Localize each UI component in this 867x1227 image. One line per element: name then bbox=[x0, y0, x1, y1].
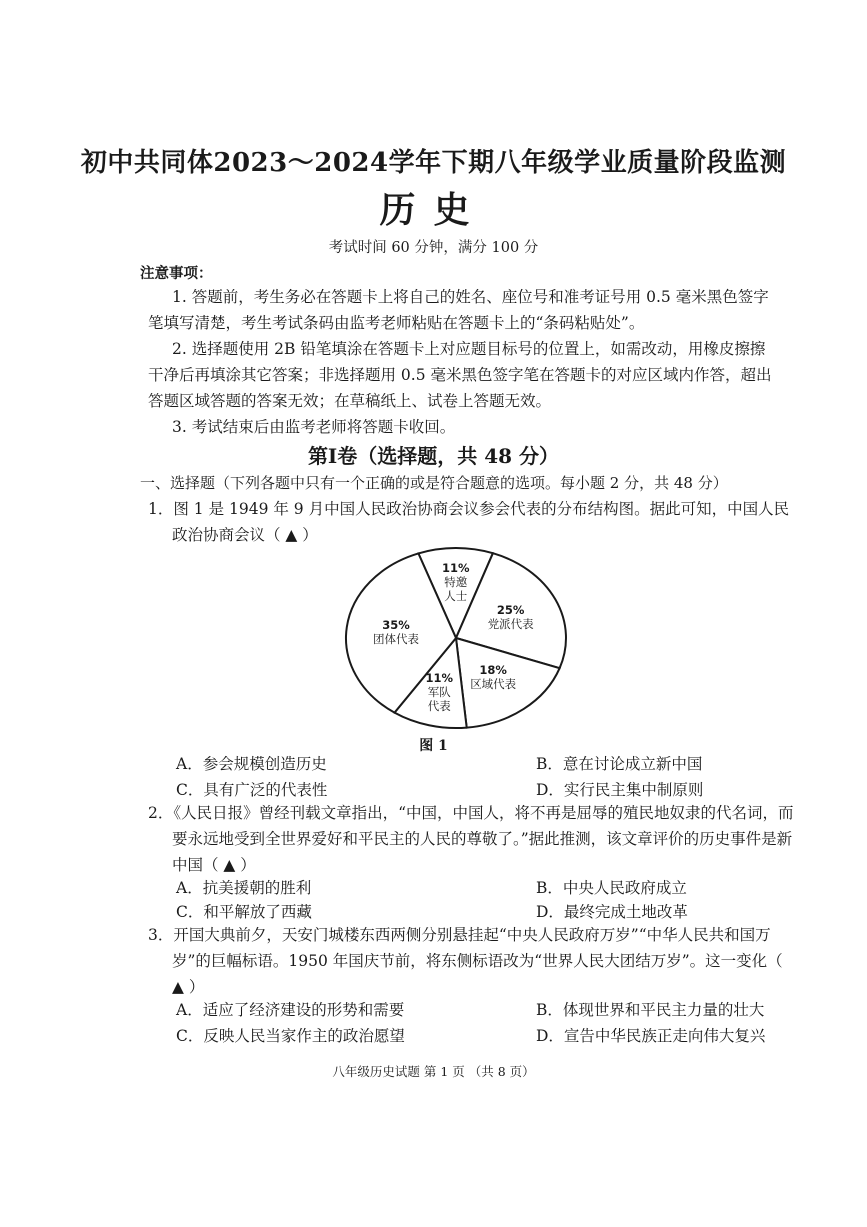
question-2-option-b[interactable]: B．中央人民政府成立 bbox=[536, 879, 687, 897]
question-2-option-c[interactable]: C．和平解放了西藏 bbox=[176, 903, 312, 921]
pie-slice-label: 军队 bbox=[427, 685, 451, 700]
question-1-option-c[interactable]: C．具有广泛的代表性 bbox=[176, 781, 328, 799]
question-1-option-d[interactable]: D．实行民主集中制原则 bbox=[536, 781, 704, 799]
subject-title: 历史 bbox=[379, 189, 488, 231]
pie-slice-label: 特邀 bbox=[444, 575, 468, 590]
figure-caption: 图 1 bbox=[419, 738, 448, 754]
notice-heading: 注意事项： bbox=[140, 265, 213, 282]
section-heading: 第Ⅰ卷（选择题，共 48 分） bbox=[307, 444, 560, 468]
notice-item-1: 1. 答题前，考生务必在答题卡上将自己的姓名、座位号和准考证号用 0.5 毫米黑色签字笔填写清楚，考生考试条码由监考老师粘贴在答题卡上的“条码粘贴处”。 bbox=[148, 288, 769, 332]
pie-slice-label: 团体代表 bbox=[373, 632, 419, 646]
pie-slice-percent: 18% bbox=[479, 663, 507, 677]
pie-slice-percent: 11% bbox=[425, 671, 454, 686]
question-3-option-a[interactable]: A．适应了经济建设的形势和需要 bbox=[176, 1001, 405, 1019]
pie-slice-percent: 35% bbox=[382, 618, 410, 632]
section-instruction: 一、选择题（下列各题中只有一个正确的或是符合题意的选项。每小题 2 分，共 48 分） bbox=[140, 474, 728, 492]
question-3-option-b[interactable]: B．体现世界和平民主力量的壮大 bbox=[536, 1001, 765, 1019]
question-2-stem: 2．《人民日报》曾经刊载文章指出，“中国，中国人，将不再是屈辱的殖民地奴隶的代名词，而要永远地受到全世界爱好和平民主的人民的尊敬了。”据此推测，该文章评价的历史事件是新中国（ ▲ ） bbox=[148, 804, 794, 874]
question-1-option-a[interactable]: A．参会规模创造历史 bbox=[176, 755, 327, 773]
pie-slice-label: 人士 bbox=[444, 589, 468, 604]
question-1-option-b[interactable]: B．意在讨论成立新中国 bbox=[536, 755, 703, 773]
notice-item-2: 2. 选择题使用 2B 铅笔填涂在答题卡上对应题目标号的位置上，如需改动，用橡皮擦擦干净后再填涂其它答案；非选择题用 0.5 毫米黑色签字笔在答题卡的对应区域内作答，超出答题区域答题的答案无效；在草稿纸上、试卷上答题无效。 bbox=[148, 340, 772, 410]
page-footer: 八年级历史试题 第 1 页 （共 8 页） bbox=[332, 1064, 535, 1079]
pie-slice-percent: 11% bbox=[442, 561, 470, 576]
exam-time: 考试时间 60 分钟，满分 100 分 bbox=[328, 240, 539, 256]
question-2-option-a[interactable]: A．抗美援朝的胜利 bbox=[176, 879, 312, 897]
question-1-stem: 1．图 1 是 1949 年 9 月中国人民政治协商会议参会代表的分布结构图。据此可知，中国人民政治协商会议（ ▲ ） bbox=[148, 500, 790, 544]
pie-slice-label: 党派代表 bbox=[487, 616, 534, 631]
notice-item-3: 3. 考试结束后由监考老师将答题卡收回。 bbox=[172, 418, 456, 436]
question-3-option-d[interactable]: D．宣告中华民族正走向伟大复兴 bbox=[536, 1027, 766, 1045]
pie-slice-percent: 25% bbox=[496, 602, 525, 617]
pie-slice-label: 代表 bbox=[427, 699, 451, 714]
question-2-option-d[interactable]: D．最终完成土地改革 bbox=[536, 903, 688, 921]
pie-slice-label: 区域代表 bbox=[470, 677, 517, 691]
pie-chart bbox=[330, 540, 590, 760]
exam-title: 初中共同体2023～2024学年下期八年级学业质量阶段监测 bbox=[80, 148, 787, 178]
question-3-option-c[interactable]: C．反映人民当家作主的政治愿望 bbox=[176, 1027, 405, 1045]
question-3-stem: 3．开国大典前夕，天安门城楼东西两侧分别悬挂起“中央人民政府万岁”“中华人民共和国万岁”的巨幅标语。1950 年国庆节前，将东侧标语改为“世界人民大团结万岁”。这一变化（ ▲ ） bbox=[148, 926, 783, 996]
